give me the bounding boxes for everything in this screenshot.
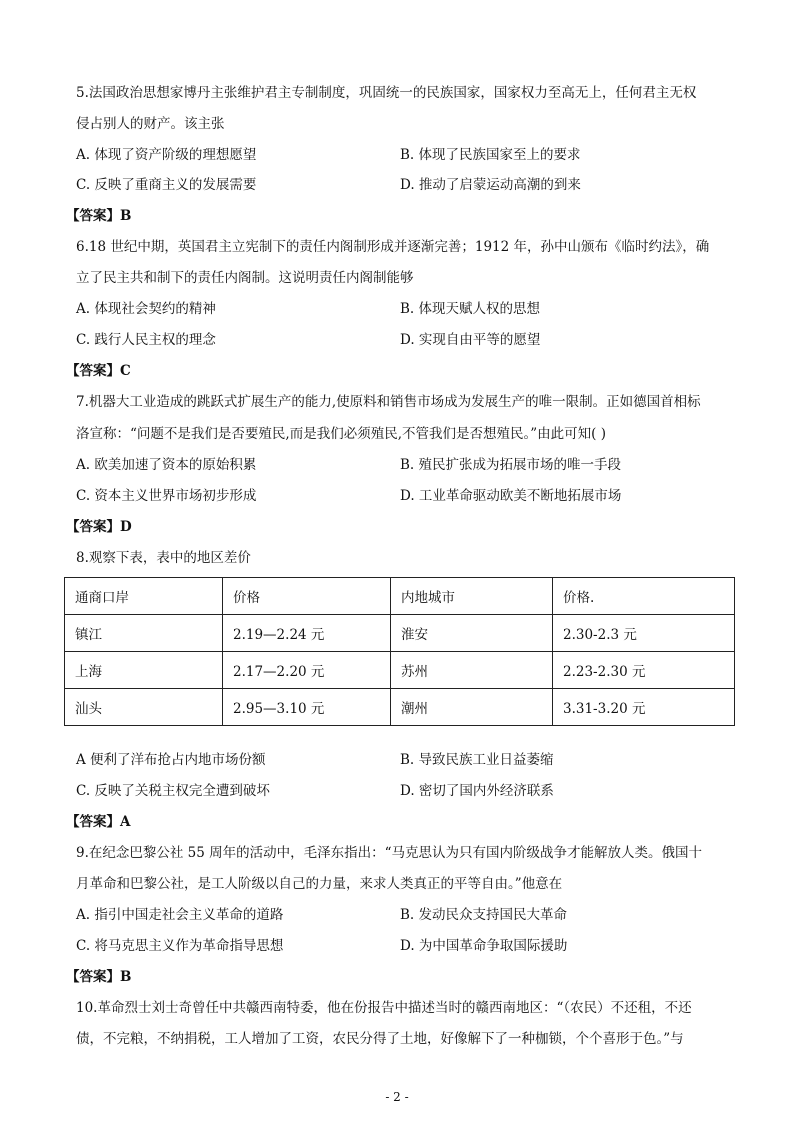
q6-option-a: A. 体现社会契约的精神 — [76, 301, 216, 317]
q6-option-c: C. 践行人民主权的理念 — [76, 332, 216, 348]
q7-answer: 【答案】D — [66, 519, 132, 535]
q8-stem-line-1: 8.观察下表，表中的地区差价 — [76, 550, 251, 566]
table-cell: 镇江 — [65, 615, 223, 652]
q7-stem-line-2: 洛宣称：“问题不是我们是否要殖民,而是我们必须殖民,不管我们是否想殖民。”由此可知( ) — [76, 426, 606, 442]
q7-option-b: B. 殖民扩张成为拓展市场的唯一手段 — [400, 457, 622, 473]
q9-option-d: D. 为中国革命争取国际援助 — [400, 938, 568, 954]
table-cell: 苏州 — [391, 652, 553, 689]
table-cell: 2.19—2.24 元 — [223, 615, 391, 652]
q5-option-a: A. 体现了资产阶级的理想愿望 — [76, 147, 257, 163]
table-header-cell: 通商口岸 — [65, 578, 223, 615]
q6-option-b: B. 体现天赋人权的思想 — [400, 301, 541, 317]
q5-stem-line-1: 5.法国政治思想家博丹主张维护君主专制制度，巩固统一的民族国家，国家权力至高无上，任何君主无权 — [76, 85, 697, 101]
q9-answer: 【答案】B — [66, 969, 132, 985]
q5-option-b: B. 体现了民族国家至上的要求 — [400, 147, 581, 163]
q6-stem-line-2: 立了民主共和制下的责任内阁制。这说明责任内阁制能够 — [76, 270, 414, 286]
q6-option-d: D. 实现自由平等的愿望 — [400, 332, 541, 348]
q10-stem-line-2: 债，不完粮，不纳捐税，工人增加了工资，农民分得了土地，好像解下了一种枷锁，个个喜形于色。”与 — [76, 1031, 684, 1047]
q7-stem-line-1: 7.机器大工业造成的跳跃式扩展生产的能力,使原料和销售市场成为发展生产的唯一限制。正如德国首相标 — [76, 394, 701, 410]
q7-option-c: C. 资本主义世界市场初步形成 — [76, 488, 257, 504]
q6-answer: 【答案】C — [66, 363, 131, 379]
q9-option-a: A. 指引中国走社会主义革命的道路 — [76, 907, 284, 923]
page-number: - 2 - — [385, 1090, 409, 1104]
q8-option-d: D. 密切了国内外经济联系 — [400, 783, 554, 799]
table-cell: 上海 — [65, 652, 223, 689]
q9-option-c: C. 将马克思主义作为革命指导思想 — [76, 938, 284, 954]
price-table — [64, 577, 735, 726]
table-cell: 淮安 — [391, 615, 553, 652]
table-row — [65, 689, 735, 726]
q7-option-d: D. 工业革命驱动欧美不断地拓展市场 — [400, 488, 622, 504]
q6-stem-line-1: 6.18 世纪中期，英国君主立宪制下的责任内阁制形成并逐渐完善；1912 年，孙中山颁布《临时约法》，确 — [76, 239, 710, 255]
table-cell: 潮州 — [391, 689, 553, 726]
table-cell: 2.95—3.10 元 — [223, 689, 391, 726]
q5-option-c: C. 反映了重商主义的发展需要 — [76, 177, 257, 193]
q8-option-b: B. 导致民族工业日益萎缩 — [400, 752, 554, 768]
table-row — [65, 615, 735, 652]
q9-stem-line-2: 月革命和巴黎公社，是工人阶级以自己的力量，来求人类真正的平等自由。”他意在 — [76, 876, 563, 892]
q7-option-a: A. 欧美加速了资本的原始积累 — [76, 457, 257, 473]
table-header-cell: 价格. — [553, 578, 735, 615]
q8-answer: 【答案】A — [66, 814, 131, 830]
q5-stem-line-2: 侵占别人的财产。该主张 — [76, 116, 225, 132]
table-row — [65, 652, 735, 689]
table-cell: 2.23-2.30 元 — [553, 652, 735, 689]
table-cell: 3.31-3.20 元 — [553, 689, 735, 726]
table-header-cell: 内地城市 — [391, 578, 553, 615]
q8-option-a: A 便利了洋布抢占内地市场份额 — [76, 752, 266, 768]
q5-answer: 【答案】B — [66, 208, 132, 224]
table-cell: 2.17—2.20 元 — [223, 652, 391, 689]
table-cell: 汕头 — [65, 689, 223, 726]
table-header-cell: 价格 — [223, 578, 391, 615]
q9-stem-line-1: 9.在纪念巴黎公社 55 周年的活动中，毛泽东指出：“马克思认为只有国内阶级战争才能解放人类。俄国十 — [76, 845, 703, 861]
q8-option-c: C. 反映了关税主权完全遭到破坏 — [76, 783, 270, 799]
table-cell: 2.30-2.3 元 — [553, 615, 735, 652]
q10-stem-line-1: 10.革命烈士刘士奇曾任中共赣西南特委，他在份报告中描述当时的赣西南地区：“（农民）不还租，不还 — [76, 1000, 692, 1016]
table-header-row — [65, 578, 735, 615]
q9-option-b: B. 发动民众支持国民大革命 — [400, 907, 568, 923]
q5-option-d: D. 推动了启蒙运动高潮的到来 — [400, 177, 581, 193]
